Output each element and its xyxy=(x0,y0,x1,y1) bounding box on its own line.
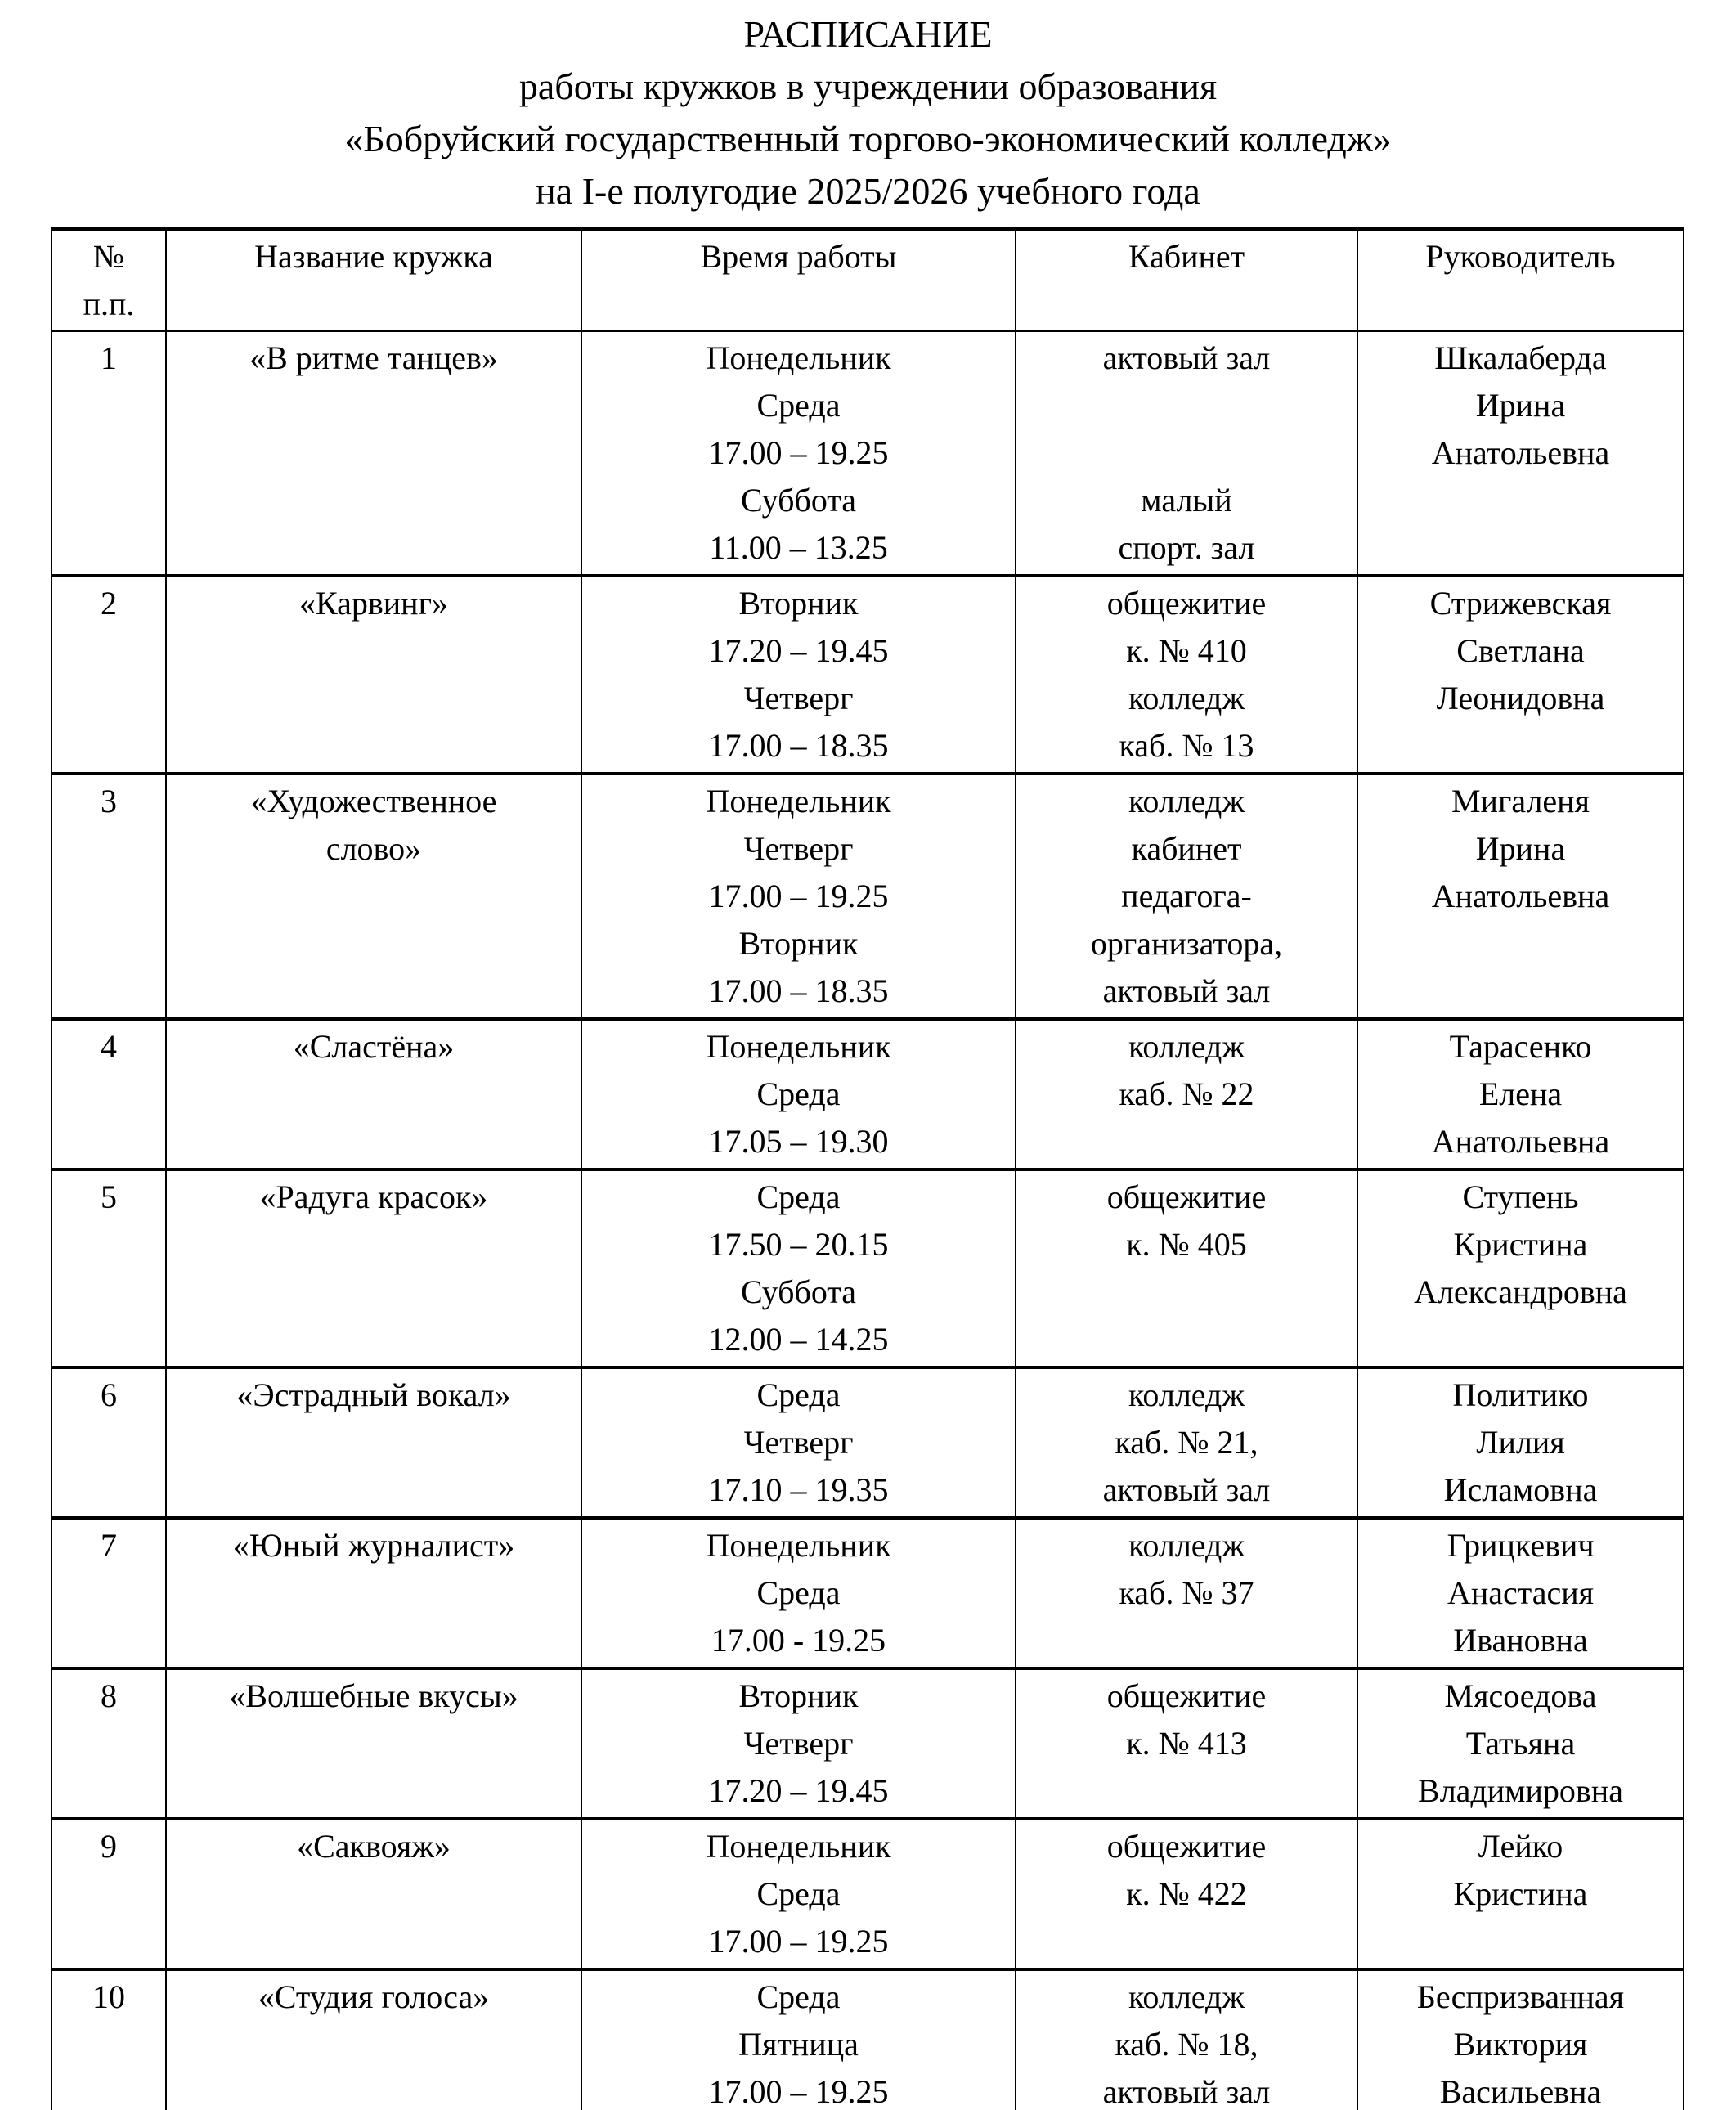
table-row xyxy=(52,1367,1684,1518)
cell-line: Понедельник xyxy=(706,339,891,376)
cell-line: Анастасия xyxy=(1447,1574,1595,1611)
cell-leader xyxy=(1357,1518,1684,1668)
cell-line: Суббота xyxy=(740,1273,857,1310)
cell-name xyxy=(166,1969,581,2110)
cell-line: «Карвинг» xyxy=(298,585,448,622)
cell-line: малый xyxy=(1141,482,1232,519)
cell-line: актовый зал xyxy=(1102,2073,1271,2110)
cell-name xyxy=(166,1668,581,1819)
cell-name xyxy=(166,1819,581,1969)
cell-line: «Эстрадный вокал» xyxy=(236,1376,511,1413)
cell-line: Владимировна xyxy=(1418,1772,1623,1809)
cell-time xyxy=(581,1668,1016,1819)
cell-line: Четверг xyxy=(743,830,854,867)
cell-leader xyxy=(1357,576,1684,774)
cell-line: общежитие xyxy=(1106,1828,1267,1865)
cell-line: «Волшебные вкусы» xyxy=(229,1677,518,1714)
header-leader-label: Руководитель xyxy=(1425,238,1616,275)
cell-line: «Сластёна» xyxy=(293,1028,455,1065)
cell-line: Шкалаберда xyxy=(1434,339,1607,376)
cell-line: Среда xyxy=(756,1978,841,2015)
cell-line: каб. № 13 xyxy=(1119,727,1254,764)
cell-leader xyxy=(1357,1668,1684,1819)
cell-time xyxy=(581,1019,1016,1169)
document-title: РАСПИСАНИЕ xyxy=(743,13,993,55)
cell-line: 8 xyxy=(101,1677,117,1714)
cell-line: Мясоедова xyxy=(1444,1677,1597,1714)
cell-line: Татьяна xyxy=(1465,1725,1576,1762)
cell-line: Среда xyxy=(756,1376,841,1413)
cell-line: к. № 405 xyxy=(1126,1226,1247,1263)
cell-line: Мигаленя xyxy=(1451,783,1590,819)
cell-line: 17.00 - 19.25 xyxy=(711,1622,886,1659)
table-row xyxy=(52,331,1684,576)
cell-line xyxy=(1023,429,1350,477)
cell-num xyxy=(52,1819,166,1969)
cell-line: 17.00 – 19.25 xyxy=(708,434,889,471)
cell-leader xyxy=(1357,774,1684,1019)
schedule-table xyxy=(51,227,1684,2110)
cell-line: 17.20 – 19.45 xyxy=(708,1772,889,1809)
cell-leader xyxy=(1357,1969,1684,2110)
cell-line: 17.00 – 18.35 xyxy=(708,972,889,1009)
cell-line: Вторник xyxy=(738,1677,859,1714)
cell-line: Понедельник xyxy=(706,1828,891,1865)
cell-line: Виктория xyxy=(1453,2026,1588,2063)
cell-num xyxy=(52,1969,166,2110)
cell-time xyxy=(581,331,1016,576)
cell-line: Стрижевская xyxy=(1429,585,1612,622)
cell-line: 17.20 – 19.45 xyxy=(708,632,889,669)
cell-name xyxy=(166,1367,581,1518)
cell-line: 2 xyxy=(101,585,117,622)
cell-line: каб. № 18, xyxy=(1115,2026,1258,2063)
cell-time xyxy=(581,774,1016,1019)
cell-line: «Студия голоса» xyxy=(258,1978,490,2015)
cell-line: Понедельник xyxy=(706,1527,891,1564)
cell-line: Ирина xyxy=(1475,387,1566,424)
cell-name xyxy=(166,331,581,576)
document-subtitle-3: на I-е полугодие 2025/2026 учебного года xyxy=(536,170,1200,212)
cell-num xyxy=(52,331,166,576)
cell-line: колледж xyxy=(1128,1527,1245,1564)
cell-line: Васильевна xyxy=(1439,2073,1602,2110)
cell-line: общежитие xyxy=(1106,585,1267,622)
cell-time xyxy=(581,576,1016,774)
cell-time xyxy=(581,1367,1016,1518)
header-time-label: Время работы xyxy=(700,238,897,275)
cell-line: организатора, xyxy=(1090,925,1283,962)
table-row xyxy=(52,774,1684,1019)
cell-line: Елена xyxy=(1478,1075,1563,1112)
cell-line: Ирина xyxy=(1475,830,1566,867)
cell-num xyxy=(52,774,166,1019)
cell-line: Тарасенко xyxy=(1449,1028,1592,1065)
cell-line: актовый зал xyxy=(1102,972,1271,1009)
cell-line: Четверг xyxy=(743,1424,854,1461)
document-subtitle-2: «Бобруйский государственный торгово-экономический колледж» xyxy=(344,118,1392,159)
cell-room xyxy=(1016,1518,1357,1668)
cell-line: колледж xyxy=(1128,1376,1245,1413)
table-row xyxy=(52,1969,1684,2110)
cell-num xyxy=(52,1367,166,1518)
cell-line: к. № 413 xyxy=(1126,1725,1247,1762)
cell-line: каб. № 22 xyxy=(1119,1075,1254,1112)
cell-line: Понедельник xyxy=(706,783,891,819)
cell-line: «Саквояж» xyxy=(297,1828,451,1865)
table-row xyxy=(52,576,1684,774)
cell-line: Анатольевна xyxy=(1431,878,1610,914)
header-leader xyxy=(1357,229,1684,331)
cell-room xyxy=(1016,331,1357,576)
cell-name xyxy=(166,1518,581,1668)
cell-line: 12.00 – 14.25 xyxy=(708,1321,889,1358)
cell-line: Вторник xyxy=(738,585,859,622)
cell-leader xyxy=(1357,1169,1684,1367)
cell-line: «Радуга красок» xyxy=(259,1178,488,1215)
header-num xyxy=(52,229,166,331)
cell-time xyxy=(581,1169,1016,1367)
cell-num xyxy=(52,1019,166,1169)
cell-line: Лейко xyxy=(1478,1828,1563,1865)
cell-line: Лилия xyxy=(1476,1424,1565,1461)
cell-line: Среда xyxy=(756,1574,841,1611)
cell-line: Исламовна xyxy=(1443,1471,1598,1508)
header-room xyxy=(1016,229,1357,331)
header-num-line-2: п.п. xyxy=(83,285,135,322)
cell-num xyxy=(52,1668,166,1819)
cell-line: Политико xyxy=(1452,1376,1589,1413)
cell-line: колледж xyxy=(1128,783,1245,819)
cell-line: 17.00 – 18.35 xyxy=(708,727,889,764)
cell-line: Суббота xyxy=(740,482,857,519)
cell-line: колледж xyxy=(1128,680,1245,716)
cell-room xyxy=(1016,1668,1357,1819)
cell-line xyxy=(1023,382,1350,429)
cell-room xyxy=(1016,1969,1357,2110)
cell-line: Ивановна xyxy=(1453,1622,1588,1659)
cell-line: «В ритме танцев» xyxy=(249,339,498,376)
cell-line: Ступень xyxy=(1462,1178,1579,1215)
document-title-block xyxy=(0,0,1736,218)
cell-line: Среда xyxy=(756,1178,841,1215)
cell-line: Среда xyxy=(756,387,841,424)
cell-line: каб. № 37 xyxy=(1119,1574,1254,1611)
cell-line: Беспризванная xyxy=(1416,1978,1625,2015)
cell-line: к. № 410 xyxy=(1126,632,1247,669)
document-subtitle-1: работы кружков в учреждении образования xyxy=(518,65,1218,107)
cell-line: 3 xyxy=(101,783,117,819)
cell-line: общежитие xyxy=(1106,1178,1267,1215)
schedule-header xyxy=(52,229,1684,331)
cell-line: 6 xyxy=(101,1376,117,1413)
table-row xyxy=(52,1668,1684,1819)
cell-line: Леонидовна xyxy=(1436,680,1605,716)
cell-line: 9 xyxy=(101,1828,117,1865)
cell-line: колледж xyxy=(1128,1978,1245,2015)
cell-line: Александровна xyxy=(1414,1273,1627,1310)
cell-time xyxy=(581,1819,1016,1969)
cell-line: колледж xyxy=(1128,1028,1245,1065)
cell-num xyxy=(52,1518,166,1668)
cell-num xyxy=(52,1169,166,1367)
cell-line: 17.50 – 20.15 xyxy=(708,1226,889,1263)
cell-line: общежитие xyxy=(1106,1677,1267,1714)
cell-leader xyxy=(1357,1819,1684,1969)
cell-line: 4 xyxy=(101,1028,117,1065)
cell-time xyxy=(581,1969,1016,2110)
cell-room xyxy=(1016,1019,1357,1169)
cell-line: Пятница xyxy=(738,2026,859,2063)
header-name xyxy=(166,229,581,331)
cell-line: Среда xyxy=(756,1075,841,1112)
cell-room xyxy=(1016,1819,1357,1969)
cell-room xyxy=(1016,1367,1357,1518)
cell-room xyxy=(1016,576,1357,774)
cell-line: актовый зал xyxy=(1102,339,1271,376)
cell-line: Среда xyxy=(756,1875,841,1912)
cell-line: к. № 422 xyxy=(1126,1875,1247,1912)
cell-line: 17.00 – 19.25 xyxy=(708,2073,889,2110)
cell-line: Кристина xyxy=(1453,1226,1588,1263)
cell-room xyxy=(1016,1169,1357,1367)
cell-line: 17.10 – 19.35 xyxy=(708,1471,889,1508)
cell-num xyxy=(52,576,166,774)
cell-line: актовый зал xyxy=(1102,1471,1271,1508)
cell-line: 17.05 – 19.30 xyxy=(708,1123,889,1160)
cell-line: 11.00 – 13.25 xyxy=(709,529,888,566)
cell-name xyxy=(166,1169,581,1367)
cell-line: кабинет xyxy=(1131,830,1242,867)
cell-line: 5 xyxy=(101,1178,117,1215)
cell-line: Кристина xyxy=(1453,1875,1588,1912)
table-row xyxy=(52,1819,1684,1969)
cell-line: 7 xyxy=(101,1527,117,1564)
header-num-line-1: № xyxy=(92,238,125,275)
cell-name xyxy=(166,774,581,1019)
table-row xyxy=(52,1518,1684,1668)
cell-line: 10 xyxy=(92,1978,125,2015)
header-name-label: Название кружка xyxy=(254,238,493,275)
table-row xyxy=(52,1169,1684,1367)
cell-leader xyxy=(1357,331,1684,576)
table-row xyxy=(52,1019,1684,1169)
cell-line: «Художественное xyxy=(250,783,497,819)
cell-line: педагога- xyxy=(1121,878,1252,914)
cell-line: каб. № 21, xyxy=(1115,1424,1258,1461)
cell-name xyxy=(166,576,581,774)
cell-line: Светлана xyxy=(1456,632,1585,669)
header-room-label: Кабинет xyxy=(1128,238,1245,275)
cell-line: Анатольевна xyxy=(1431,434,1610,471)
schedule-body xyxy=(52,331,1684,2110)
cell-line: Четверг xyxy=(743,680,854,716)
cell-line: «Юный журналист» xyxy=(232,1527,515,1564)
cell-line: 1 xyxy=(101,339,117,376)
cell-leader xyxy=(1357,1367,1684,1518)
cell-line: Анатольевна xyxy=(1431,1123,1610,1160)
cell-time xyxy=(581,1518,1016,1668)
cell-line: Четверг xyxy=(743,1725,854,1762)
cell-room xyxy=(1016,774,1357,1019)
cell-line: Вторник xyxy=(738,925,859,962)
header-row xyxy=(52,229,1684,331)
cell-leader xyxy=(1357,1019,1684,1169)
cell-line: спорт. зал xyxy=(1118,529,1255,566)
cell-line: Грицкевич xyxy=(1447,1527,1595,1564)
cell-name xyxy=(166,1019,581,1169)
header-time xyxy=(581,229,1016,331)
cell-line: слово» xyxy=(325,830,422,867)
cell-line: Понедельник xyxy=(706,1028,891,1065)
cell-line: 17.00 – 19.25 xyxy=(708,1923,889,1960)
cell-line: 17.00 – 19.25 xyxy=(708,878,889,914)
